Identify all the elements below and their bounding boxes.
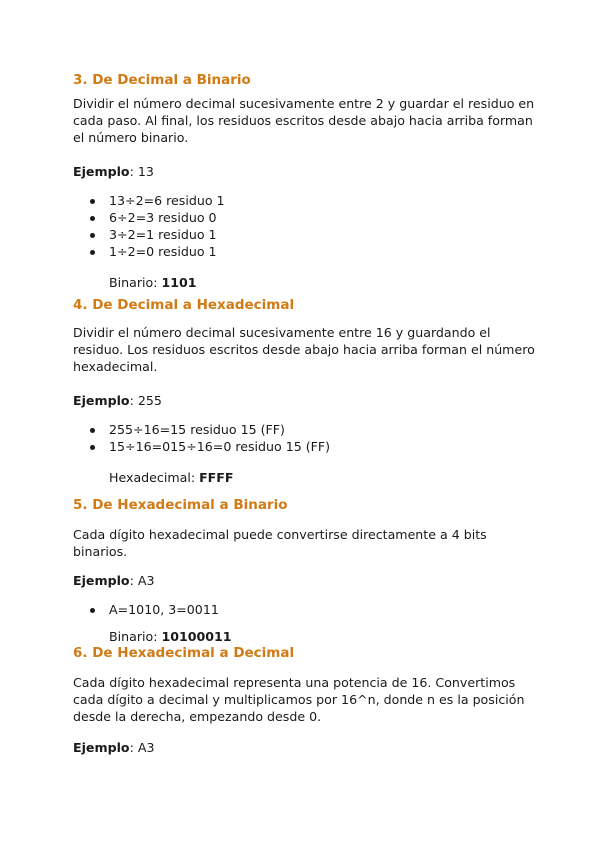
result-value: 1101 bbox=[161, 275, 197, 290]
example-line bbox=[73, 392, 543, 409]
result-label: Binario: bbox=[109, 629, 162, 644]
list-item: 1÷2=0 residuo 1 bbox=[73, 243, 543, 260]
example-label: Ejemplo bbox=[73, 164, 130, 179]
example-value: : A3 bbox=[129, 573, 155, 588]
list-item: A=1010, 3=0011 bbox=[73, 601, 543, 618]
list-item: 6÷2=3 residuo 0 bbox=[73, 209, 543, 226]
example-line bbox=[73, 739, 543, 756]
section-paragraph: Cada dígito hexadecimal puede convertirse directamente a 4 bits binarios. bbox=[73, 527, 487, 559]
section-decimal-to-binary bbox=[73, 71, 543, 291]
section-paragraph: Dividir el número decimal sucesivamente entre 16 y guardando el residuo. Los residuos escritos desde abajo hacia arriba forman el número hexadecimal. bbox=[73, 325, 535, 374]
section-hex-to-binary bbox=[73, 496, 543, 645]
section-title: 5. De Hexadecimal a Binario bbox=[73, 497, 288, 513]
example-value: : 13 bbox=[129, 164, 154, 179]
section-title: 4. De Decimal a Hexadecimal bbox=[73, 297, 295, 313]
section-paragraph: Cada dígito hexadecimal representa una potencia de 16. Convertimos cada dígito a decimal y multiplicamos por 16^n, donde n es la posición desde la derecha, empezando desde 0. bbox=[73, 675, 525, 724]
list-item: 3÷2=1 residuo 1 bbox=[73, 226, 543, 243]
section-decimal-to-hex bbox=[73, 296, 543, 486]
example-label: Ejemplo bbox=[73, 393, 130, 408]
section-hex-to-decimal bbox=[73, 644, 543, 756]
section-title: 3. De Decimal a Binario bbox=[73, 72, 251, 88]
section-title: 6. De Hexadecimal a Decimal bbox=[73, 645, 295, 661]
steps-list bbox=[73, 601, 543, 618]
steps-list bbox=[73, 421, 543, 455]
list-item: 255÷16=15 residuo 15 (FF) bbox=[73, 421, 543, 438]
example-value: : A3 bbox=[129, 740, 155, 755]
example-label: Ejemplo bbox=[73, 573, 130, 588]
result-value: 10100011 bbox=[161, 629, 232, 644]
result-line bbox=[109, 469, 543, 486]
result-value: FFFF bbox=[199, 470, 234, 485]
example-line bbox=[73, 163, 543, 180]
result-label: Hexadecimal: bbox=[109, 470, 200, 485]
steps-list bbox=[73, 192, 543, 260]
list-item: 15÷16=015÷16=0 residuo 15 (FF) bbox=[73, 438, 543, 455]
example-line bbox=[73, 572, 543, 589]
example-value: : 255 bbox=[129, 393, 162, 408]
list-item: 13÷2=6 residuo 1 bbox=[73, 192, 543, 209]
result-line bbox=[109, 628, 543, 645]
example-label: Ejemplo bbox=[73, 740, 130, 755]
section-paragraph: Dividir el número decimal sucesivamente entre 2 y guardar el residuo en cada paso. Al final, los residuos escritos desde abajo hacia arriba forman el número binario. bbox=[73, 96, 535, 145]
result-line bbox=[109, 274, 543, 291]
result-label: Binario: bbox=[109, 275, 162, 290]
